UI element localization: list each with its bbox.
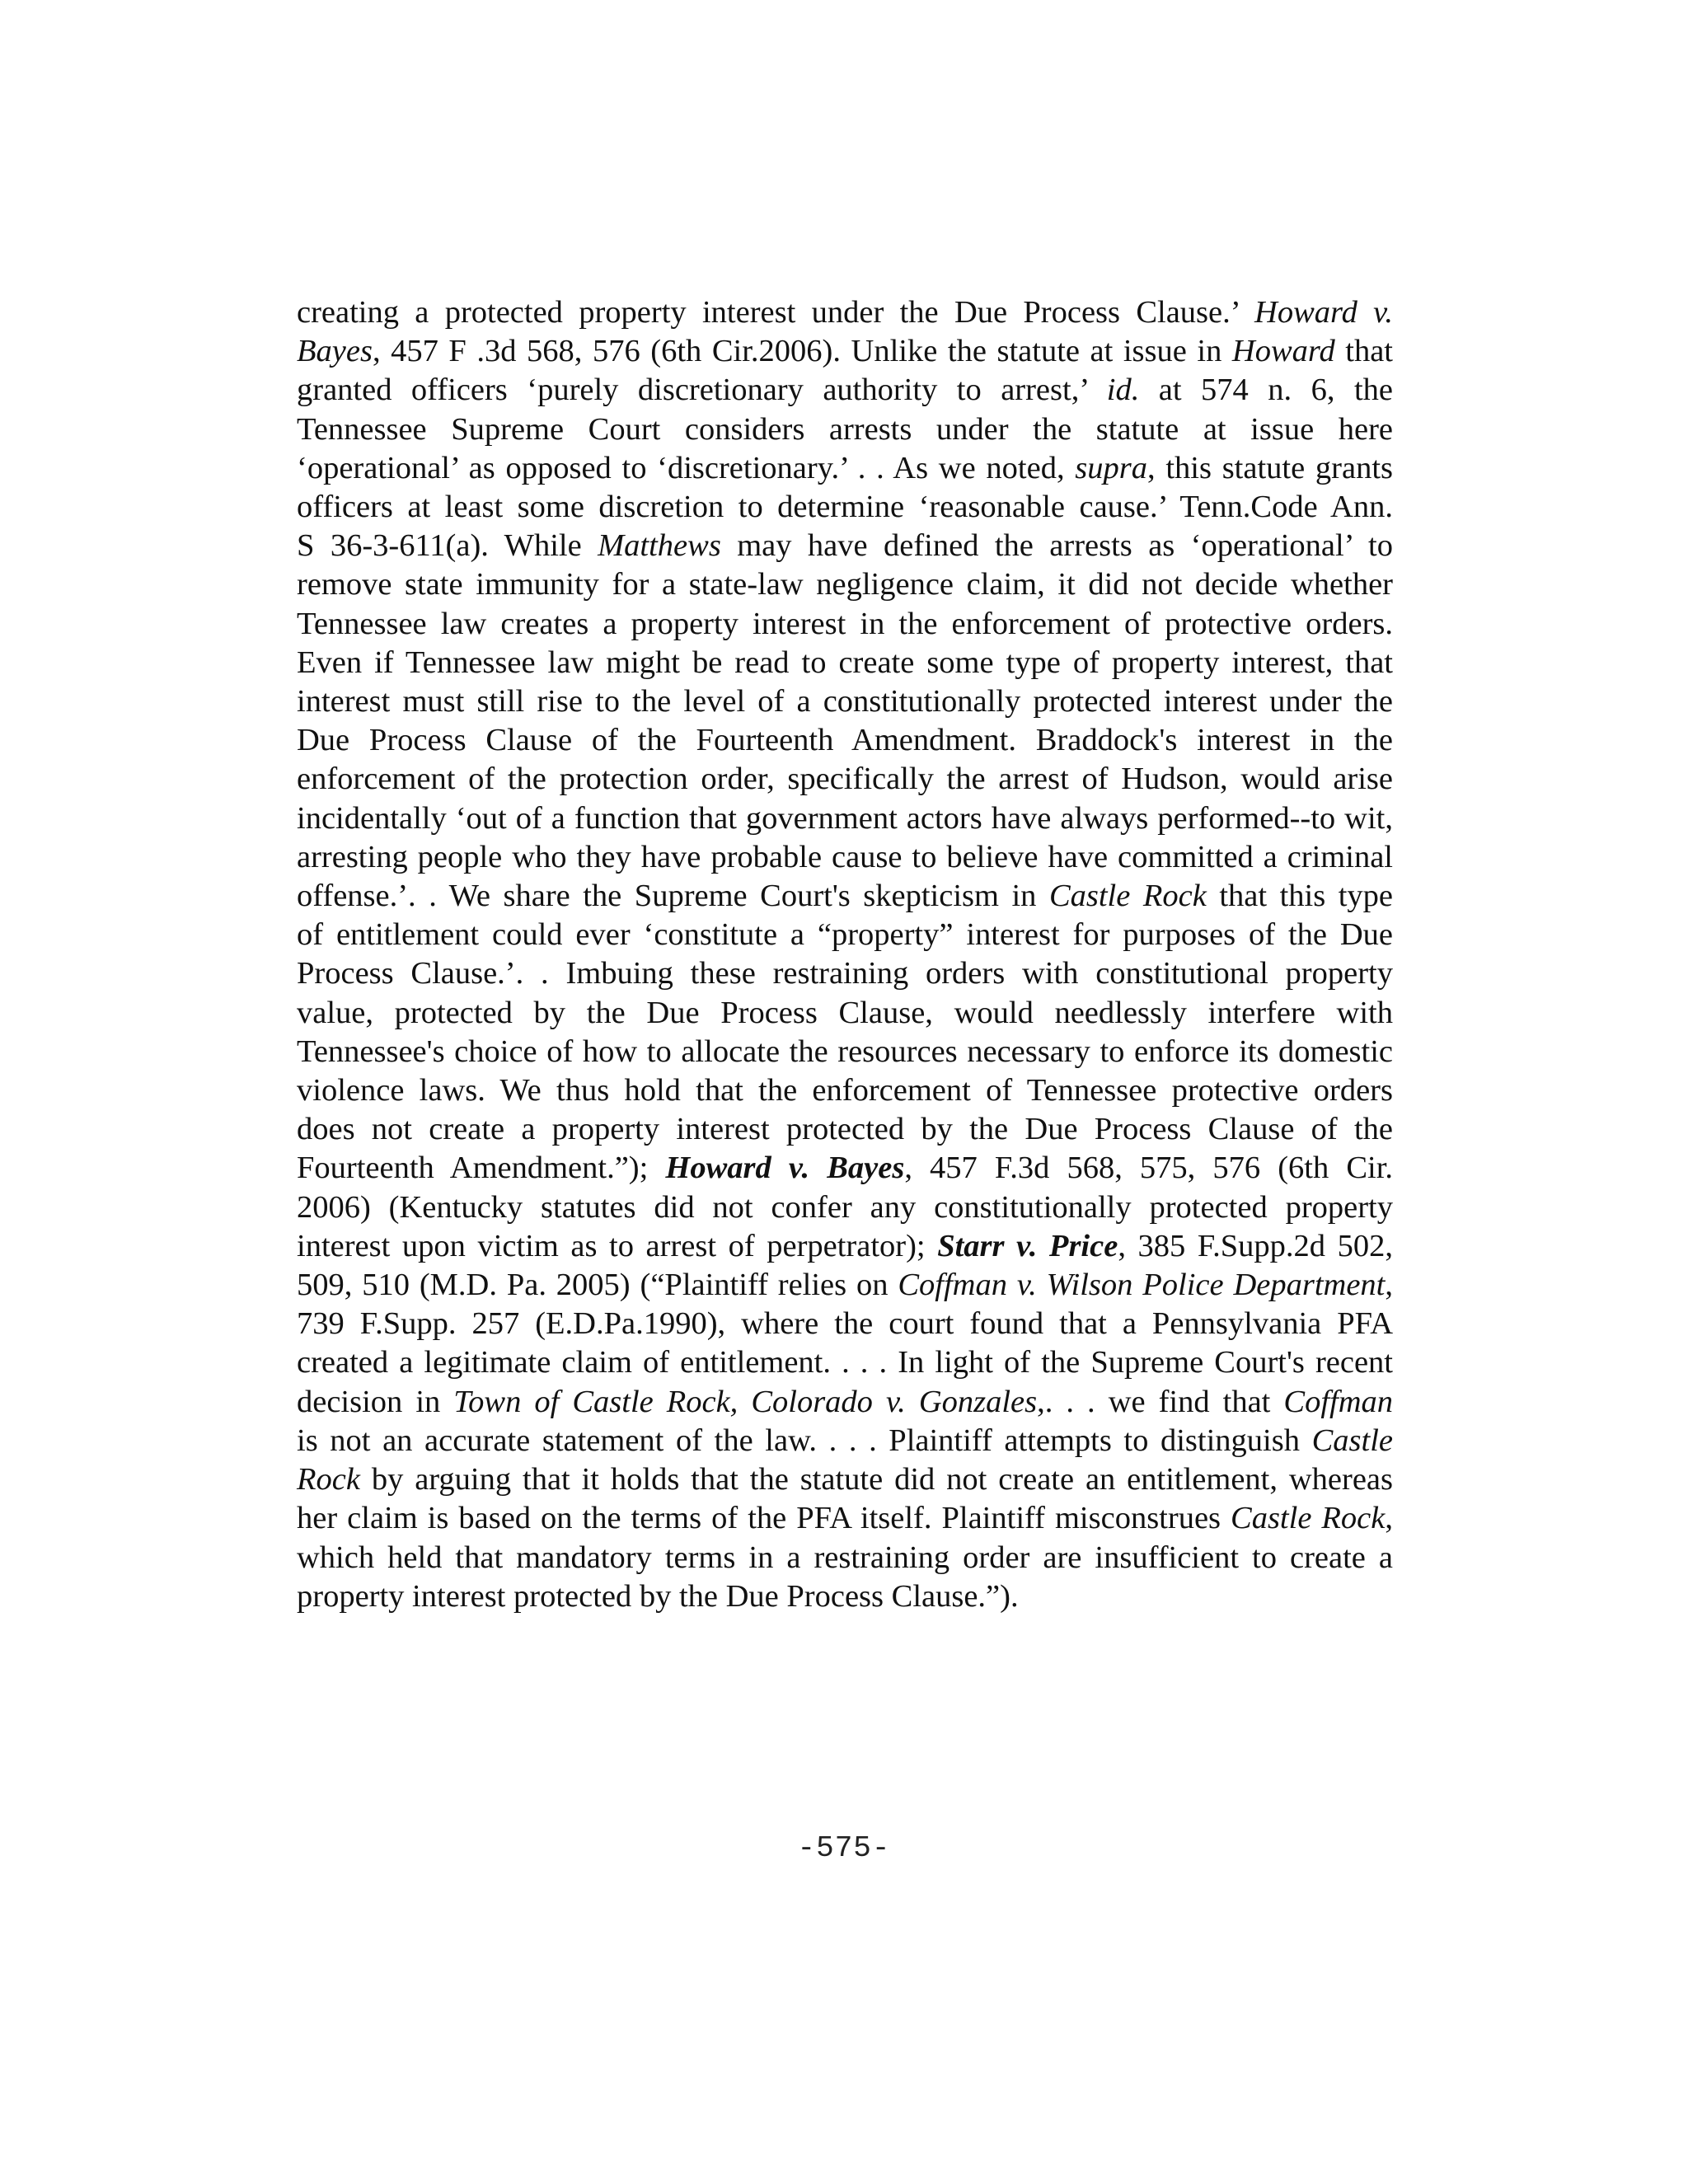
text-line — [297, 332, 1393, 371]
text-segment: Tennessee Supreme Court considers arrests under the statute at issue here — [297, 411, 1393, 447]
text-segment: Tennessee's choice of how to allocate the resources necessary to enforce its domestic — [297, 1033, 1393, 1069]
text-segment: enforcement of the protection order, specifically the arrest of Hudson, would arise — [297, 762, 1393, 797]
body-paragraph — [297, 293, 1393, 1616]
italic-text: Coffman — [1283, 1384, 1394, 1419]
text-segment: created a legitimate claim of entitlement. . . . In light of the Supreme Court's recent — [297, 1345, 1393, 1380]
text-segment: Even if Tennessee law might be read to create some type of property interest, that — [297, 644, 1393, 680]
text-line — [297, 565, 1393, 604]
italic-text: Coffman v. Wilson Police Department — [898, 1268, 1386, 1303]
text-segment: ‘operational’ as opposed to ‘discretionary.’ . . As we noted, — [297, 450, 1076, 485]
text-segment: may have defined the arrests as ‘operational’ to — [720, 528, 1393, 564]
text-line — [297, 877, 1393, 916]
text-segment: decision in — [297, 1384, 454, 1419]
text-line — [297, 605, 1393, 644]
text-segment: value, protected by the Due Process Clause, would needlessly interfere with — [297, 995, 1393, 1030]
text-segment: Tennessee law creates a property interest in the enforcement of protective orders. — [297, 606, 1393, 641]
text-segment: , 457 F.3d 568, 575, 576 (6th Cir. — [904, 1151, 1394, 1186]
text-segment: her claim is based on the terms of the PFA itself. Plaintiff misconstrues — [297, 1501, 1231, 1536]
text-line — [297, 1149, 1393, 1188]
text-segment: interest must still rise to the level of a constitutionally protected interest under the — [297, 684, 1393, 719]
text-line — [297, 760, 1393, 799]
page-number: -575- — [797, 1831, 891, 1865]
text-line — [297, 371, 1393, 410]
text-segment: that this type — [1206, 879, 1393, 914]
text-segment: remove state immunity for a state-law negligence claim, it did not decide whether — [297, 567, 1393, 602]
text-segment: Process Clause.’. . Imbuing these restraining orders with constitutional property — [297, 956, 1393, 991]
italic-text: id. — [1106, 373, 1140, 408]
text-segment: officers at least some discretion to determine ‘reasonable cause.’ Tenn.Code Ann. — [297, 490, 1393, 525]
text-line — [297, 1110, 1393, 1149]
text-segment: S 36-3-611(a). While — [297, 528, 598, 564]
text-segment: of entitlement could ever ‘constitute a “property” interest for purposes of the Due — [297, 917, 1393, 953]
italic-text: supra — [1075, 450, 1148, 485]
text-line — [297, 1033, 1393, 1071]
text-line — [297, 293, 1393, 332]
text-line — [297, 1422, 1393, 1460]
text-segment: property interest protected by the Due Process Clause.”). — [297, 1578, 1019, 1614]
text-line — [297, 1343, 1393, 1382]
italic-text: Town of Castle Rock, Colorado v. Gonzales — [453, 1384, 1038, 1419]
text-segment: is not an accurate statement of the law. . . . Plaintiff attempts to distinguish — [297, 1422, 1312, 1458]
text-line — [297, 1539, 1393, 1577]
text-segment: , 457 F .3d 568, 576 (6th Cir.2006). Unlike the statute at issue in — [372, 334, 1232, 369]
text-line — [297, 799, 1393, 838]
text-segment: offense.’. . We share the Supreme Court's skepticism in — [297, 879, 1049, 914]
text-segment: by arguing that it holds that the statute did not create an entitlement, whereas — [359, 1462, 1393, 1497]
text-line — [297, 1460, 1393, 1499]
text-line — [297, 410, 1393, 449]
text-segment: , — [1385, 1501, 1393, 1536]
text-segment: that — [1334, 334, 1394, 369]
text-line — [297, 1383, 1393, 1422]
text-segment: violence laws. We thus hold that the enforcement of Tennessee protective orders — [297, 1073, 1393, 1108]
text-line — [297, 644, 1393, 682]
text-segment: , this statute grants — [1147, 450, 1393, 485]
text-line — [297, 1305, 1393, 1343]
case-citation: Starr v. Price — [937, 1228, 1118, 1263]
text-line — [297, 838, 1393, 877]
italic-text: Howard — [1231, 334, 1335, 369]
text-segment: , — [1385, 1268, 1393, 1303]
italic-text: Castle Rock — [1231, 1501, 1386, 1536]
text-line — [297, 721, 1393, 760]
italic-text: Howard v. — [1254, 295, 1393, 330]
text-segment: Fourteenth Amendment.”); — [297, 1151, 666, 1186]
italic-text: Matthews — [598, 528, 721, 564]
case-citation: Howard v. Bayes — [665, 1151, 905, 1186]
text-segment: 2006) (Kentucky statutes did not confer any constitutionally protected property — [297, 1189, 1393, 1225]
text-segment: incidentally ‘out of a function that government actors have always performed--to wit, — [297, 800, 1393, 836]
text-segment: creating a protected property interest under the Due Process Clause.’ — [297, 295, 1255, 330]
text-segment: which held that mandatory terms in a restraining order are insufficient to create a — [297, 1540, 1393, 1575]
text-segment: interest upon victim as to arrest of perpetrator); — [297, 1228, 938, 1263]
text-line — [297, 1188, 1393, 1227]
text-line — [297, 994, 1393, 1033]
text-line — [297, 488, 1393, 527]
text-segment: arresting people who they have probable cause to believe have committed a criminal — [297, 839, 1393, 874]
text-segment: 509, 510 (M.D. Pa. 2005) (“Plaintiff relies on — [297, 1268, 898, 1303]
italic-text: Castle Rock — [1048, 879, 1207, 914]
text-line — [297, 1071, 1393, 1110]
text-segment: Due Process Clause of the Fourteenth Amendment. Braddock's interest in the — [297, 723, 1393, 758]
text-line — [297, 1227, 1393, 1266]
text-segment: , 385 F.Supp.2d 502, — [1118, 1228, 1393, 1263]
text-line — [297, 916, 1393, 954]
italic-text: Castle — [1311, 1422, 1393, 1458]
italic-text: Rock — [297, 1462, 360, 1497]
text-segment: does not create a property interest protected by the Due Process Clause of the — [297, 1112, 1393, 1147]
text-line — [297, 527, 1393, 565]
text-segment: 739 F.Supp. 257 (E.D.Pa.1990), where the court found that a Pennsylvania PFA — [297, 1306, 1393, 1342]
text-segment: ,. . . we find that — [1037, 1384, 1284, 1419]
text-segment: granted officers ‘purely discretionary authority to arrest,’ — [297, 373, 1107, 408]
italic-text: Bayes — [297, 334, 373, 369]
text-line — [297, 1499, 1393, 1538]
text-line — [297, 1266, 1393, 1305]
text-segment: at 574 n. 6, the — [1139, 373, 1393, 408]
text-line — [297, 954, 1393, 993]
text-line — [297, 682, 1393, 721]
text-line — [297, 449, 1393, 488]
text-line — [297, 1577, 1393, 1616]
